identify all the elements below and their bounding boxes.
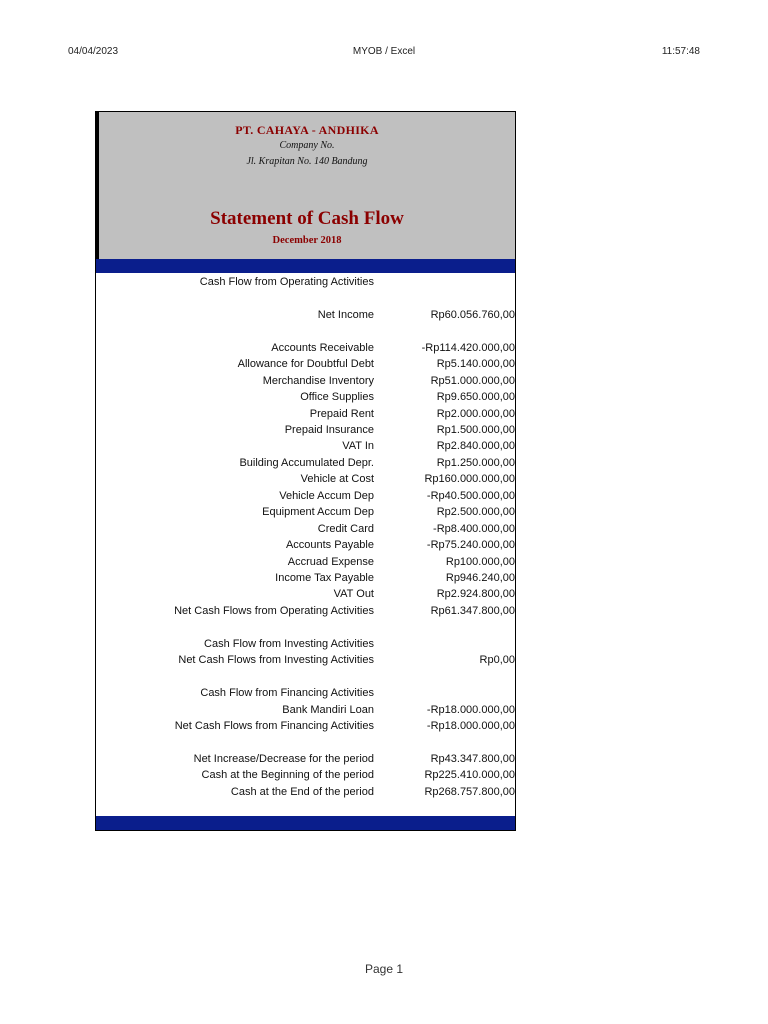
company-name: PT. CAHAYA - ANDHIKA xyxy=(235,123,379,137)
row-label: VAT In xyxy=(342,440,374,452)
row-value: Rp61.347.800,00 xyxy=(430,605,515,617)
company-address: Jl. Krapitan No. 140 Bandung xyxy=(246,156,368,167)
row-label: Merchandise Inventory xyxy=(262,375,374,387)
row-value: Rp2.000.000,00 xyxy=(436,408,515,420)
report-period: December 2018 xyxy=(272,235,342,246)
company-number: Company No. xyxy=(279,140,335,151)
cash-flow-report xyxy=(95,111,516,831)
row-value: Rp225.410.000,00 xyxy=(424,769,515,781)
report-row xyxy=(96,719,515,733)
row-value: Rp43.347.800,00 xyxy=(430,753,515,765)
row-label: Cash Flow from Financing Activities xyxy=(200,687,374,699)
row-label: Net Cash Flows from Operating Activities xyxy=(174,605,374,617)
report-row xyxy=(96,522,515,536)
report-row xyxy=(96,308,515,322)
row-label: Cash at the End of the period xyxy=(230,786,374,798)
report-banner xyxy=(96,112,515,259)
row-value: -Rp18.000.000,00 xyxy=(426,704,515,716)
row-value: Rp51.000.000,00 xyxy=(430,375,515,387)
row-label: Allowance for Doubtful Debt xyxy=(237,358,374,370)
print-date: 04/04/2023 xyxy=(68,46,119,57)
report-row xyxy=(96,341,515,355)
report-row xyxy=(96,785,515,799)
row-label: Cash at the Beginning of the period xyxy=(201,769,374,781)
row-label: VAT Out xyxy=(333,588,374,600)
page-number: Page 1 xyxy=(364,962,404,976)
report-row xyxy=(96,555,515,569)
row-value: Rp2.924.800,00 xyxy=(436,588,515,600)
row-value: Rp268.757.800,00 xyxy=(424,786,515,798)
row-value: Rp946.240,00 xyxy=(445,572,515,584)
row-value: -Rp40.500.000,00 xyxy=(426,490,515,502)
report-row xyxy=(96,752,515,766)
page-header xyxy=(0,46,768,60)
report-row xyxy=(96,489,515,503)
row-label: Prepaid Insurance xyxy=(284,424,374,436)
print-time: 11:57:48 xyxy=(661,46,700,57)
row-value: -Rp18.000.000,00 xyxy=(426,720,515,732)
row-label: Office Supplies xyxy=(300,391,374,403)
report-row xyxy=(96,538,515,552)
report-row xyxy=(96,703,515,717)
row-value: Rp0,00 xyxy=(479,654,515,666)
row-label: Net Cash Flows from Financing Activities xyxy=(174,720,374,732)
row-label: Net Income xyxy=(317,309,374,321)
report-row xyxy=(96,472,515,486)
row-label: Building Accumulated Depr. xyxy=(239,457,374,469)
report-row xyxy=(96,653,515,667)
row-value: Rp60.056.760,00 xyxy=(430,309,515,321)
row-label: Cash Flow from Operating Activities xyxy=(199,276,374,288)
row-value: Rp2.500.000,00 xyxy=(436,506,515,518)
row-value: Rp1.250.000,00 xyxy=(436,457,515,469)
row-label: Vehicle Accum Dep xyxy=(279,490,374,502)
row-label: Accounts Payable xyxy=(285,539,374,551)
row-label: Credit Card xyxy=(317,523,374,535)
report-row xyxy=(96,390,515,404)
report-title: Statement of Cash Flow xyxy=(210,208,404,229)
footer-divider-band xyxy=(96,816,515,830)
header-divider-band xyxy=(96,259,515,273)
row-label: Vehicle at Cost xyxy=(300,473,374,485)
row-value: Rp100.000,00 xyxy=(445,556,515,568)
row-label: Accounts Receivable xyxy=(271,342,374,354)
report-row xyxy=(96,423,515,437)
row-value: -Rp75.240.000,00 xyxy=(426,539,515,551)
report-row xyxy=(96,571,515,585)
row-value: Rp9.650.000,00 xyxy=(436,391,515,403)
report-row xyxy=(96,686,515,700)
row-label: Equipment Accum Dep xyxy=(262,506,374,518)
report-row xyxy=(96,275,515,289)
row-label: Net Cash Flows from Investing Activities xyxy=(178,654,374,666)
app-name: MYOB / Excel xyxy=(352,46,416,57)
row-value: -Rp114.420.000,00 xyxy=(421,342,515,354)
row-label: Bank Mandiri Loan xyxy=(282,704,374,716)
row-value: -Rp8.400.000,00 xyxy=(433,523,515,535)
report-row xyxy=(96,637,515,651)
row-value: Rp160.000.000,00 xyxy=(424,473,515,485)
report-row xyxy=(96,357,515,371)
row-value: Rp1.500.000,00 xyxy=(436,424,515,436)
row-label: Net Increase/Decrease for the period xyxy=(193,753,374,765)
row-label: Prepaid Rent xyxy=(309,408,374,420)
row-value: Rp2.840.000,00 xyxy=(436,440,515,452)
row-label: Income Tax Payable xyxy=(275,572,374,584)
report-row xyxy=(96,604,515,618)
report-row xyxy=(96,587,515,601)
report-row xyxy=(96,407,515,421)
row-label: Accruad Expense xyxy=(287,556,374,568)
row-label: Cash Flow from Investing Activities xyxy=(204,638,374,650)
report-row xyxy=(96,505,515,519)
report-row xyxy=(96,439,515,453)
row-value: Rp5.140.000,00 xyxy=(436,358,515,370)
report-row xyxy=(96,456,515,470)
report-row xyxy=(96,374,515,388)
report-row xyxy=(96,768,515,782)
